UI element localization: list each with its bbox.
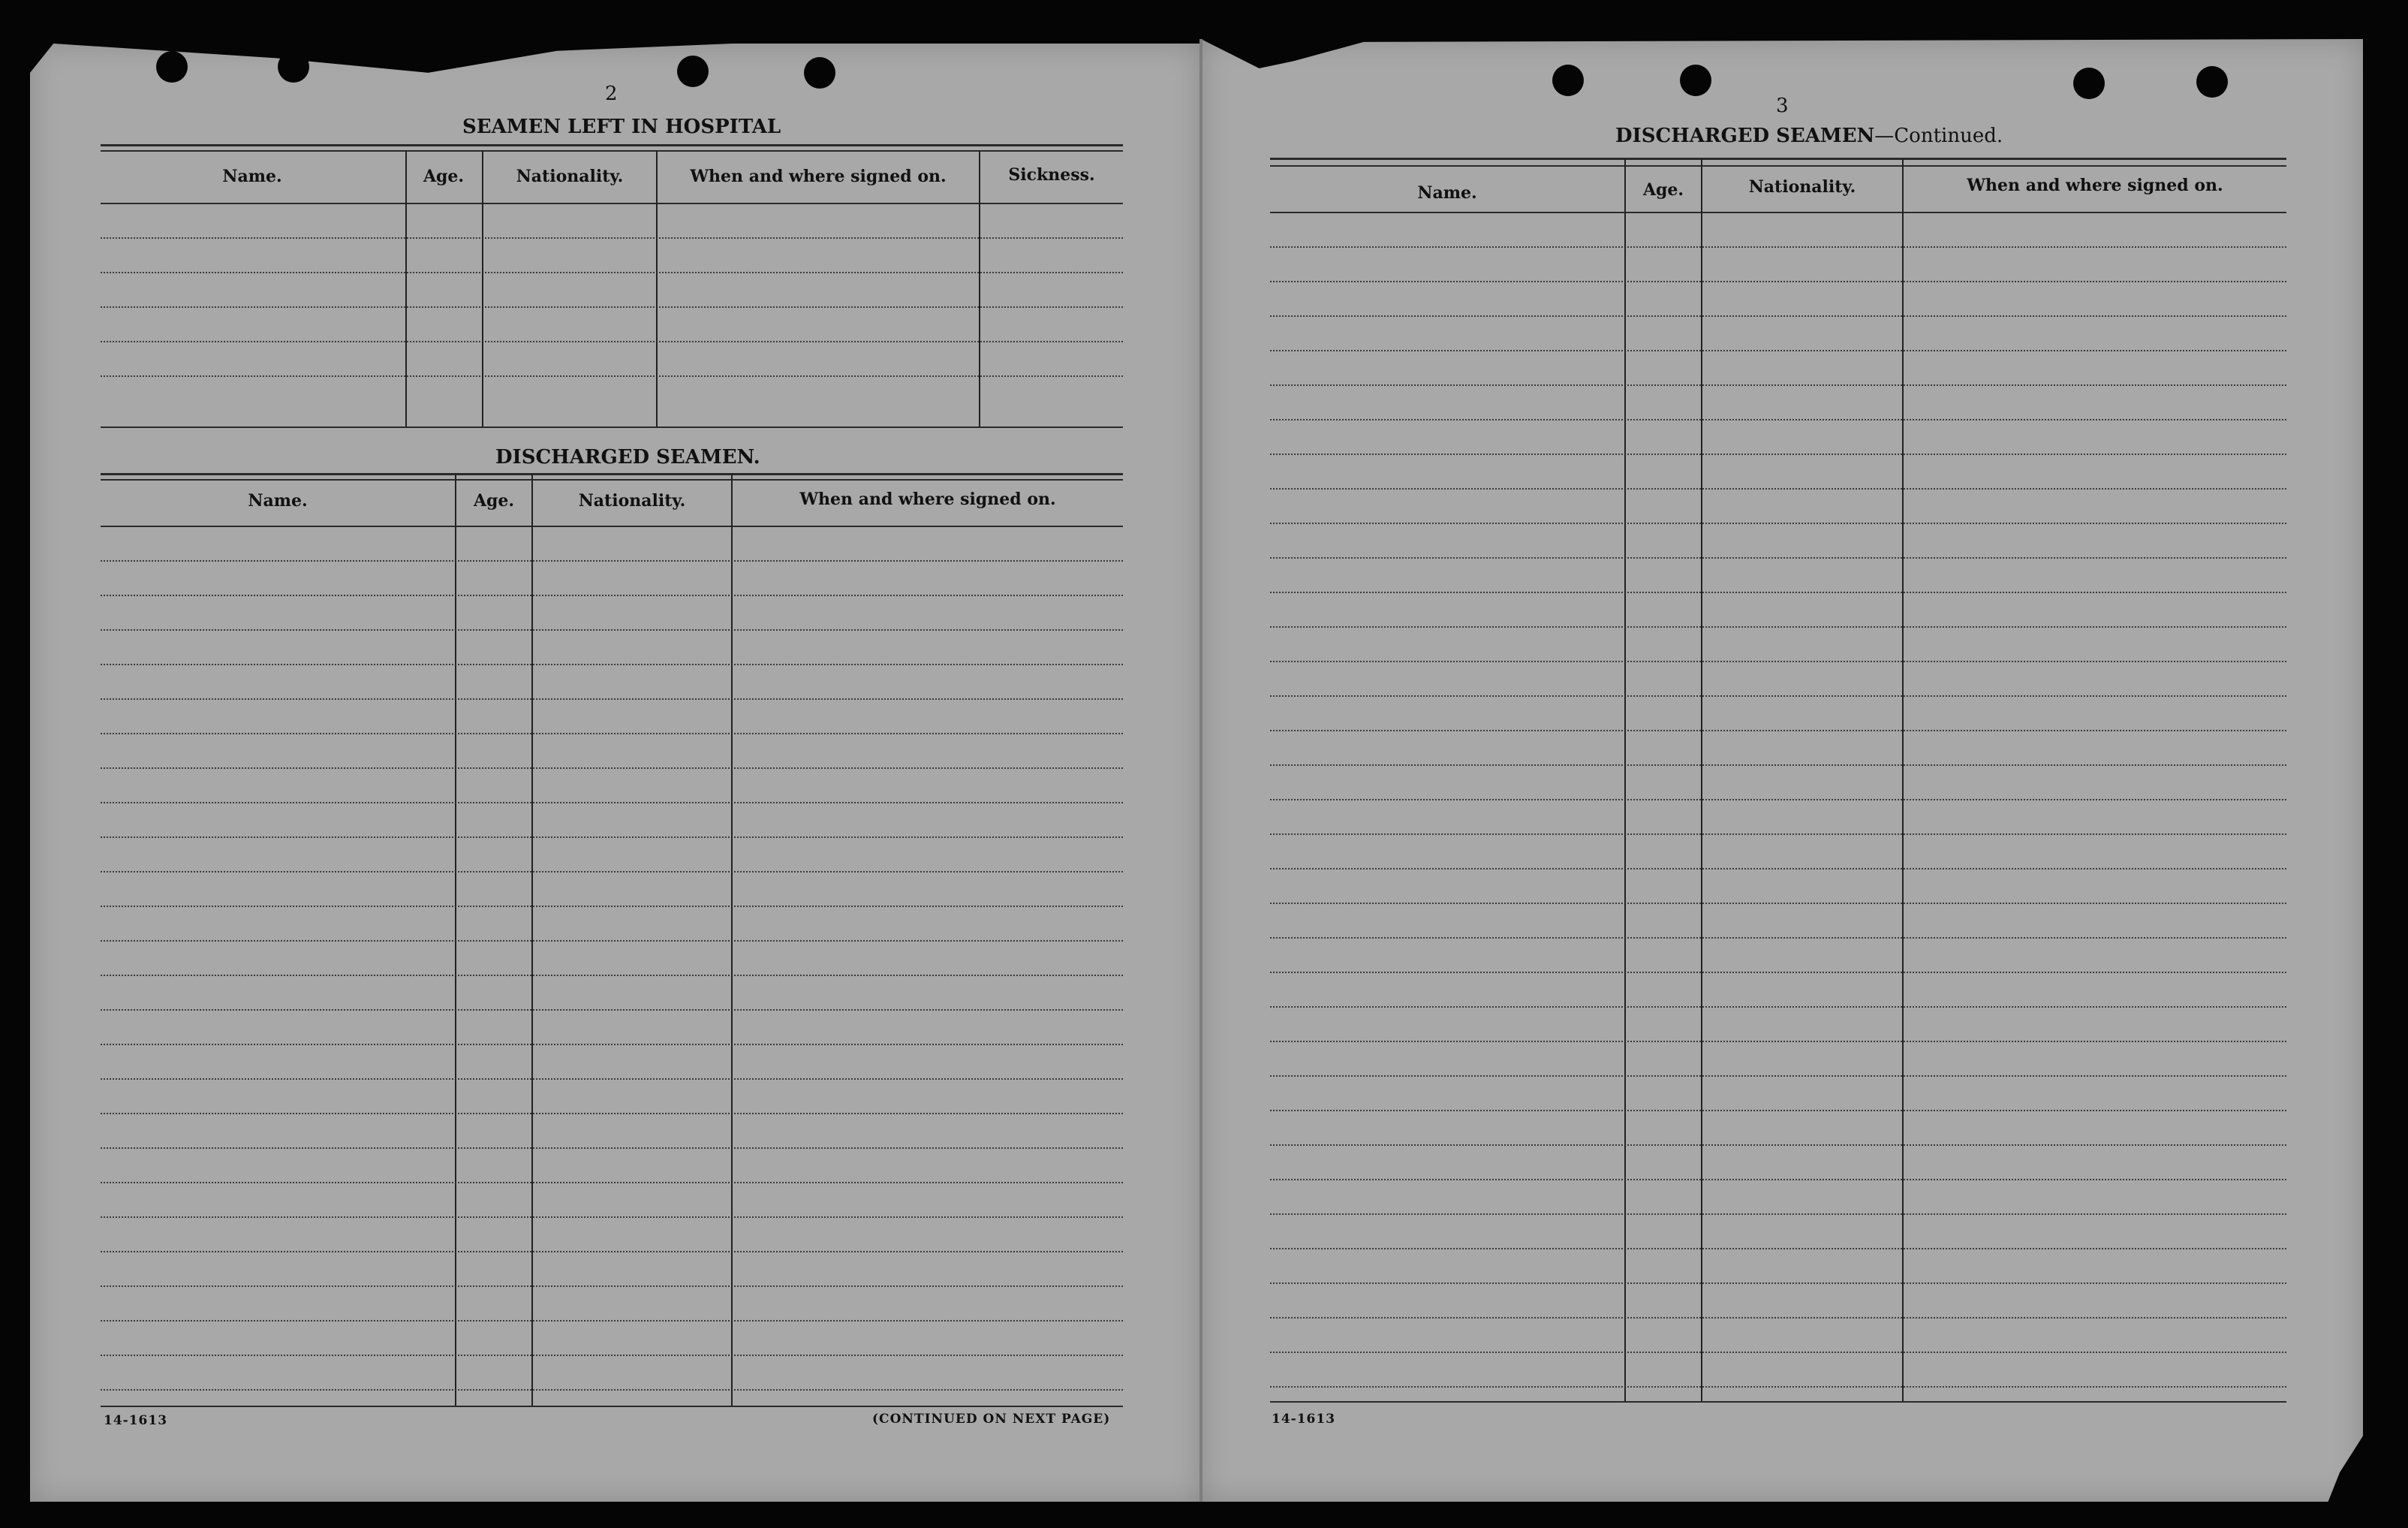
column-rule [1701,159,1702,1401]
row-rule [101,1251,1123,1252]
form-number: 14-1613 [104,1413,168,1428]
row-rule [1270,1041,2286,1042]
page-number: 3 [1776,95,1789,117]
row-rule [101,975,1123,976]
row-rule [101,272,1123,273]
row-rule [101,237,1123,239]
column-rule [1624,159,1626,1401]
row-rule [1270,523,2286,524]
row-rule [101,375,1123,377]
row-rule [1270,1352,2286,1353]
row-rule [101,341,1123,342]
column-header-sickness: Sickness. [1008,165,1095,185]
row-rule [1270,246,2286,248]
row-rule [101,733,1123,734]
page-number: 2 [605,83,618,105]
row-rule [101,1147,1123,1149]
row-rule [101,664,1123,665]
rule [101,479,1123,481]
row-rule [1270,1386,2286,1388]
row-rule [1270,557,2286,559]
row-rule [1270,592,2286,593]
continued-note: (CONTINUED ON NEXT PAGE) [872,1412,1111,1427]
row-rule [1270,799,2286,800]
column-rule [405,150,407,426]
rule [1270,158,2286,160]
left-page [30,44,1201,1502]
bottom-rule [101,426,1123,428]
row-rule [1270,764,2286,766]
column-header-age: Age. [423,167,465,186]
row-rule [1270,315,2286,317]
row-rule [1270,488,2286,490]
row-rule [1270,730,2286,731]
row-rule [1270,1075,2286,1077]
column-rule [455,473,456,1406]
row-rule [101,560,1123,562]
column-header-nationality: Nationality. [1748,177,1856,197]
column-header-name: Name. [1417,183,1477,203]
punch-hole [2196,66,2228,98]
row-rule [1270,1213,2286,1215]
row-rule [1270,661,2286,662]
column-rule [482,150,483,426]
rule [101,150,1123,152]
row-rule [101,1044,1123,1045]
rule [101,473,1123,475]
bottom-rule [101,1406,1123,1407]
page-fold [1199,39,1202,1502]
punch-hole [1552,65,1584,96]
row-rule [1270,695,2286,697]
row-rule [1270,1006,2286,1008]
row-rule [101,698,1123,700]
row-rule [101,1320,1123,1322]
bottom-rule [1270,1401,2286,1403]
row-rule [101,629,1123,631]
header-rule [101,526,1123,527]
column-header-signed-on: When and where signed on. [1967,176,2223,195]
row-rule [101,1182,1123,1183]
row-rule [1270,833,2286,835]
row-rule [1270,350,2286,351]
punch-hole [278,51,309,83]
column-header-nationality: Nationality. [516,167,624,186]
column-header-age: Age. [473,491,515,511]
column-header-signed-on: When and where signed on. [799,490,1056,509]
column-rule [1902,159,1904,1401]
row-rule [101,306,1123,308]
column-rule [656,150,658,426]
rule [101,144,1123,146]
column-rule [979,150,980,426]
row-rule [101,767,1123,769]
row-rule [101,1009,1123,1011]
row-rule [1270,281,2286,282]
header-rule [1270,212,2286,213]
title-main: DISCHARGED SEAMEN [1615,125,1875,147]
row-rule [101,1216,1123,1218]
discharged-section-title: DISCHARGED SEAMEN. [495,446,760,469]
row-rule [1270,1179,2286,1180]
column-header-name: Name. [222,167,282,186]
rule [1270,165,2286,167]
column-header-age: Age. [1642,180,1684,200]
row-rule [1270,1317,2286,1319]
column-header-signed-on: When and where signed on. [690,167,947,186]
row-rule [1270,384,2286,386]
row-rule [1270,1144,2286,1146]
row-rule [101,1285,1123,1287]
punch-hole [2073,68,2105,99]
row-rule [101,1113,1123,1114]
hospital-section-title: SEAMEN LEFT IN HOSPITAL [462,116,781,138]
row-rule [101,1355,1123,1356]
form-number: 14-1613 [1272,1412,1336,1427]
column-rule [531,473,533,1406]
column-header-name: Name. [248,491,308,511]
row-rule [1270,1110,2286,1111]
header-rule [101,203,1123,204]
punch-hole [804,57,835,89]
punch-hole [677,56,709,87]
row-rule [101,906,1123,907]
row-rule [1270,419,2286,420]
punch-hole [156,51,188,83]
title-suffix: —Continued. [1874,125,2003,147]
punch-hole [1680,65,1711,96]
row-rule [101,940,1123,942]
row-rule [101,836,1123,838]
column-header-nationality: Nationality. [578,491,686,511]
row-rule [1270,903,2286,904]
row-rule [1270,937,2286,939]
discharged-continued-title [1615,125,2003,147]
row-rule [101,871,1123,872]
row-rule [101,1078,1123,1080]
row-rule [1270,454,2286,455]
row-rule [1270,1282,2286,1284]
row-rule [1270,972,2286,973]
row-rule [1270,1248,2286,1249]
row-rule [101,1389,1123,1391]
row-rule [1270,868,2286,869]
row-rule [1270,626,2286,628]
row-rule [101,595,1123,596]
column-rule [731,473,733,1406]
row-rule [101,802,1123,803]
